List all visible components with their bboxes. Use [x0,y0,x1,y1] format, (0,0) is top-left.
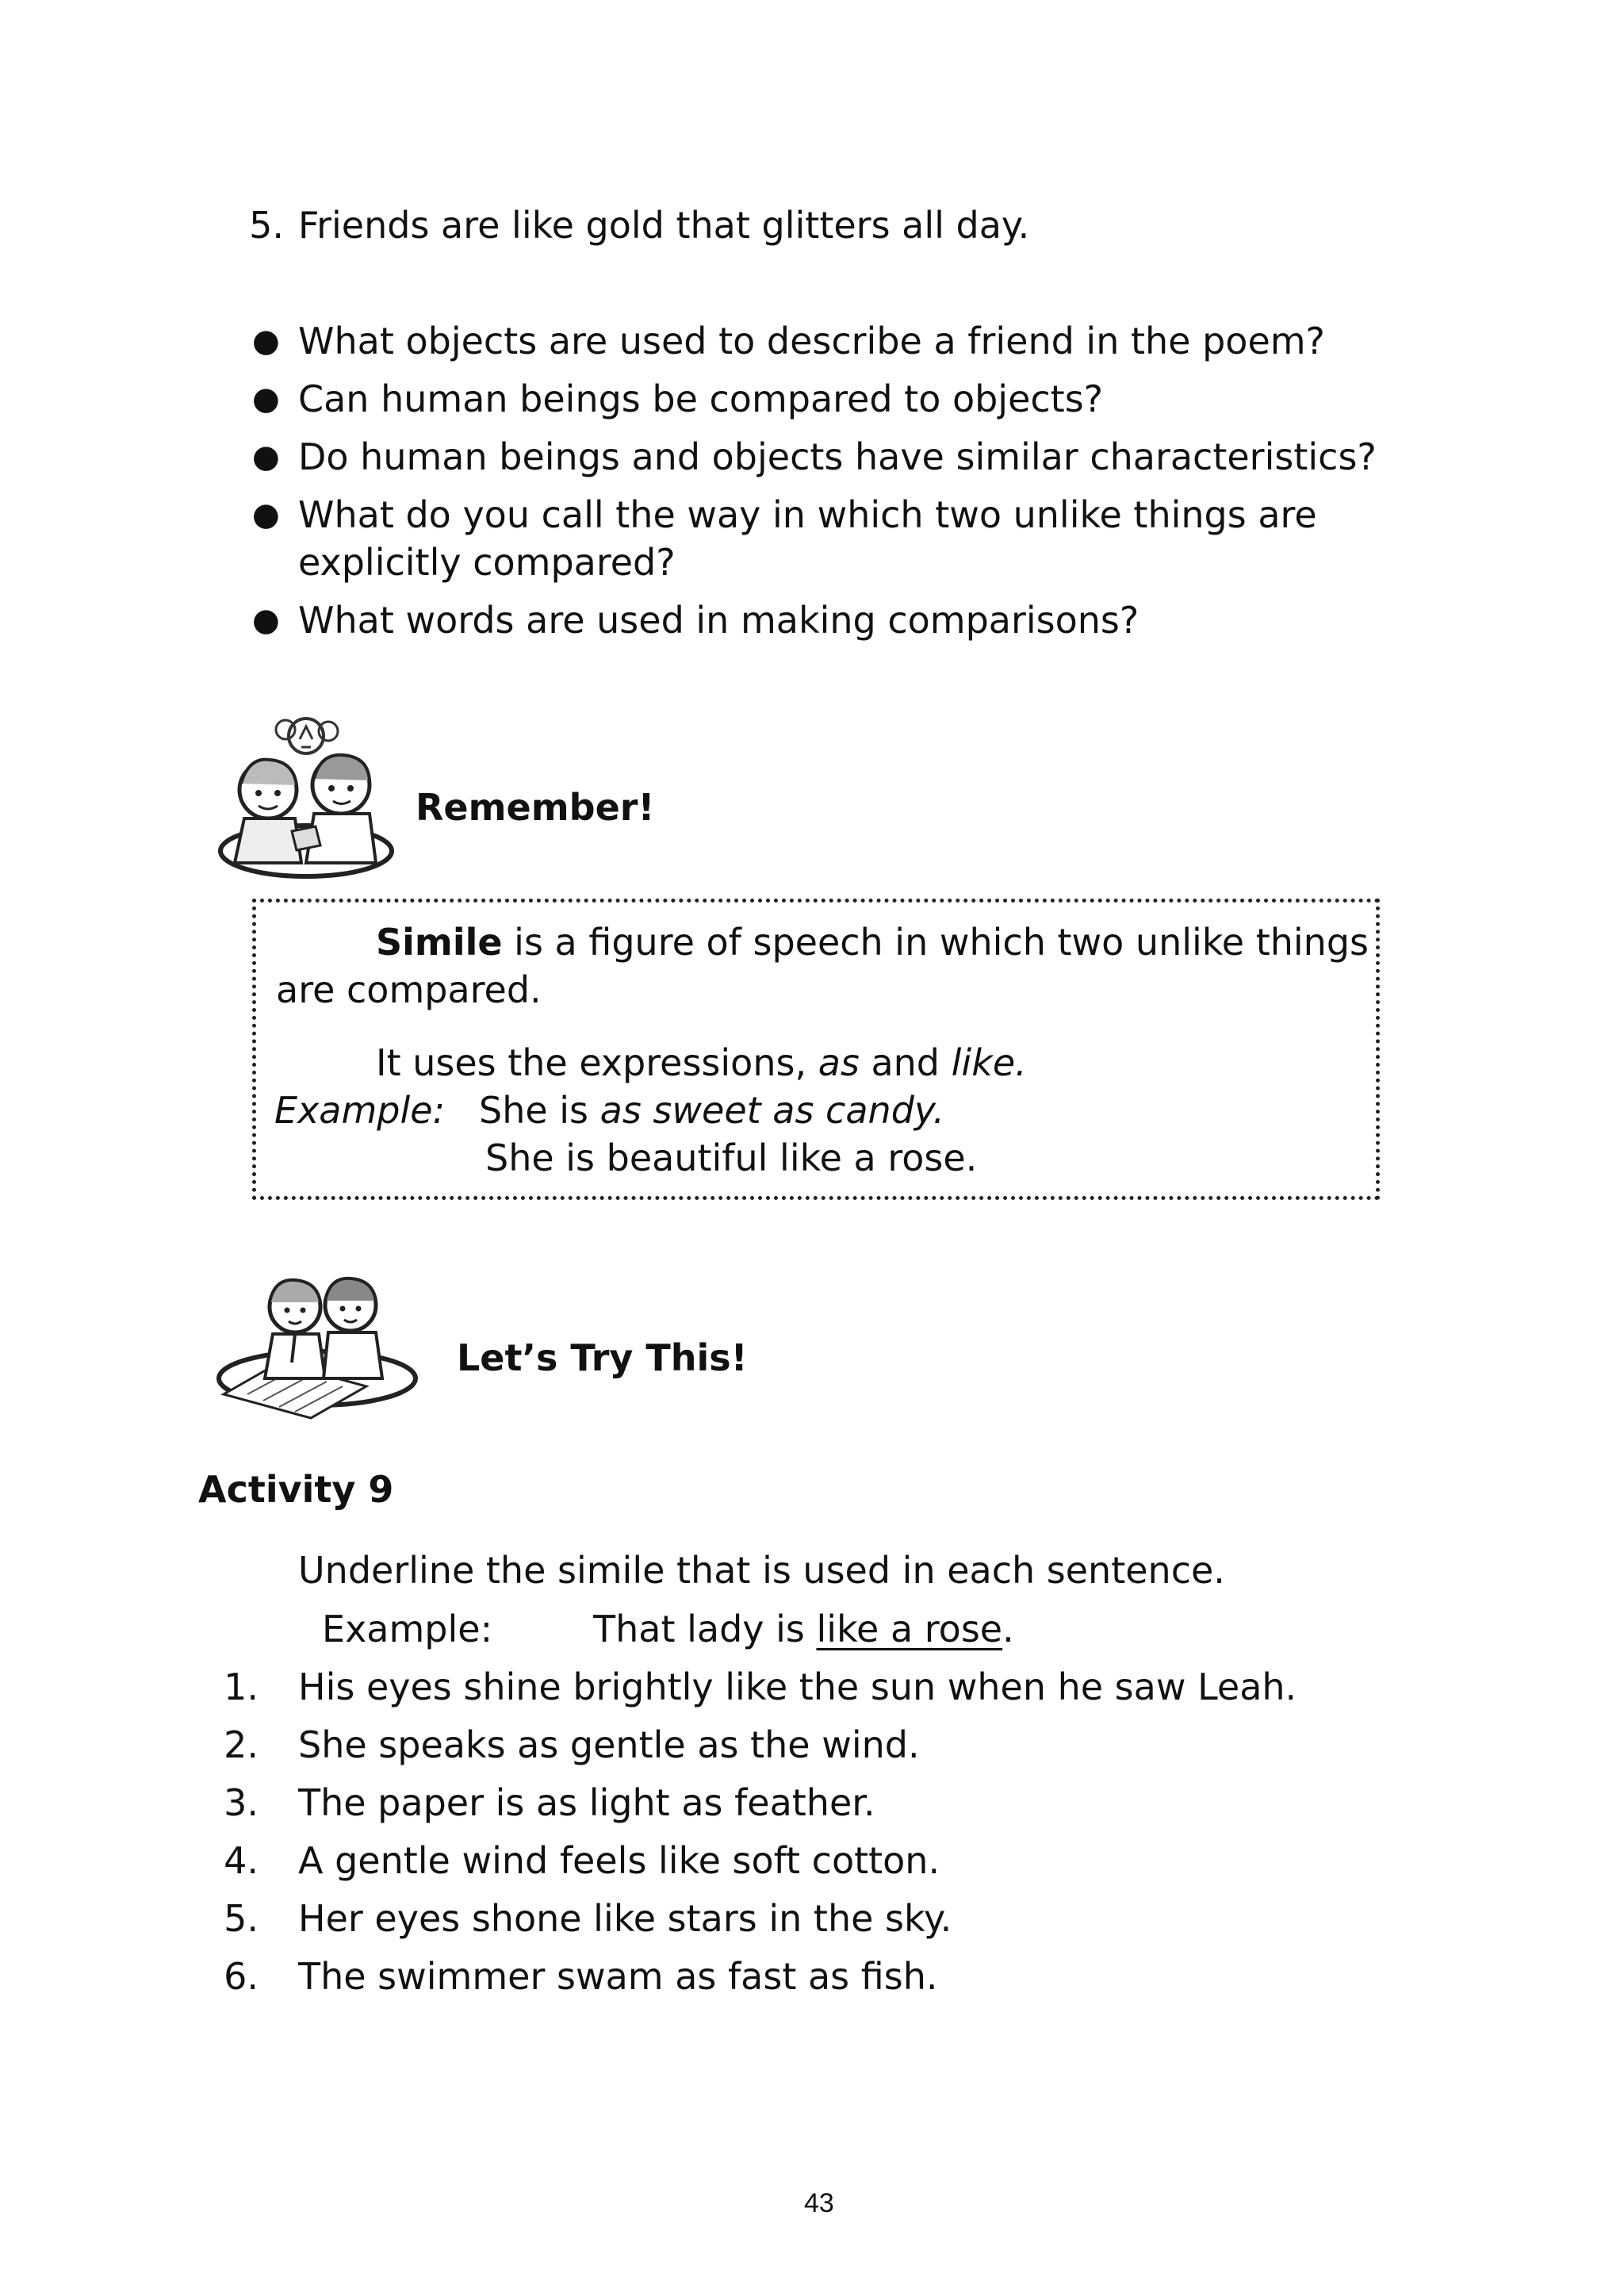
bullet-icon: ● [252,439,280,475]
bullet-icon: ● [252,496,280,533]
example-sentence-2: She is beautiful like a rose. [485,1137,978,1179]
example-sentence-text: That lady is [593,1608,817,1650]
activity-instruction: Underline the simile that is used in each sentence. [298,1549,1225,1592]
question-item: What words are used in making comparisons? [298,599,1139,642]
question-item: What objects are used to describe a friend in the poem? [298,320,1325,362]
activity-item-number: 3. [224,1781,259,1824]
activity-item: She speaks as gentle as the wind. [298,1723,920,1766]
page-number: 43 [804,2188,834,2218]
try-this-illustration-icon [208,1267,423,1418]
remember-heading: Remember! [416,786,655,829]
intro-item-number: 5. [249,204,284,247]
example-1-simile: as sweet as candy. [599,1089,945,1132]
question-item: Do human beings and objects have similar characteristics? [298,435,1377,478]
activity-example-label: Example: [322,1608,493,1650]
expressions-and: and [859,1041,952,1084]
example-sentence-end: . [1002,1608,1014,1650]
simile-definition-continuation: are compared. [276,968,542,1011]
activity-item-number: 4. [224,1839,259,1882]
activity-item-number: 5. [224,1897,259,1940]
simile-definition [376,918,1369,966]
expression-as: as [818,1041,860,1084]
bullet-icon: ● [252,323,280,359]
bullet-icon: ● [252,381,280,417]
simile-term: Simile [376,921,503,964]
activity-title: Activity 9 [198,1468,394,1511]
simile-expressions [376,1039,1027,1087]
activity-item-number: 2. [224,1723,259,1766]
example-sentence-1 [479,1087,944,1134]
activity-item-number: 6. [224,1955,259,1998]
expression-like: like. [951,1041,1027,1084]
question-item: What do you call the way in which two unlike things are [298,493,1317,536]
remember-illustration-icon [213,712,395,883]
question-item-continuation: explicitly compared? [298,541,676,584]
question-item: Can human beings be compared to objects? [298,378,1104,420]
example-1-text: She is [479,1089,600,1132]
activity-item-number: 1. [224,1665,259,1708]
intro-item-text: Friends are like gold that glitters all day. [298,204,1030,247]
try-this-heading: Let’s Try This! [457,1336,748,1379]
activity-example-sentence [593,1605,1014,1653]
activity-item: The swimmer swam as fast as fish. [298,1955,938,1998]
expressions-text: It uses the expressions, [376,1041,818,1084]
example-underlined-simile: like a rose [816,1608,1003,1650]
activity-item: His eyes shine brightly like the sun when he saw Leah. [298,1665,1297,1708]
activity-item: Her eyes shone like stars in the sky. [298,1897,952,1940]
activity-item: The paper is as light as feather. [298,1781,875,1824]
activity-item: A gentle wind feels like soft cotton. [298,1839,940,1882]
simile-definition-text: is a figure of speech in which two unlike things [502,921,1369,964]
bullet-icon: ● [252,602,280,638]
example-label: Example: [274,1089,446,1132]
